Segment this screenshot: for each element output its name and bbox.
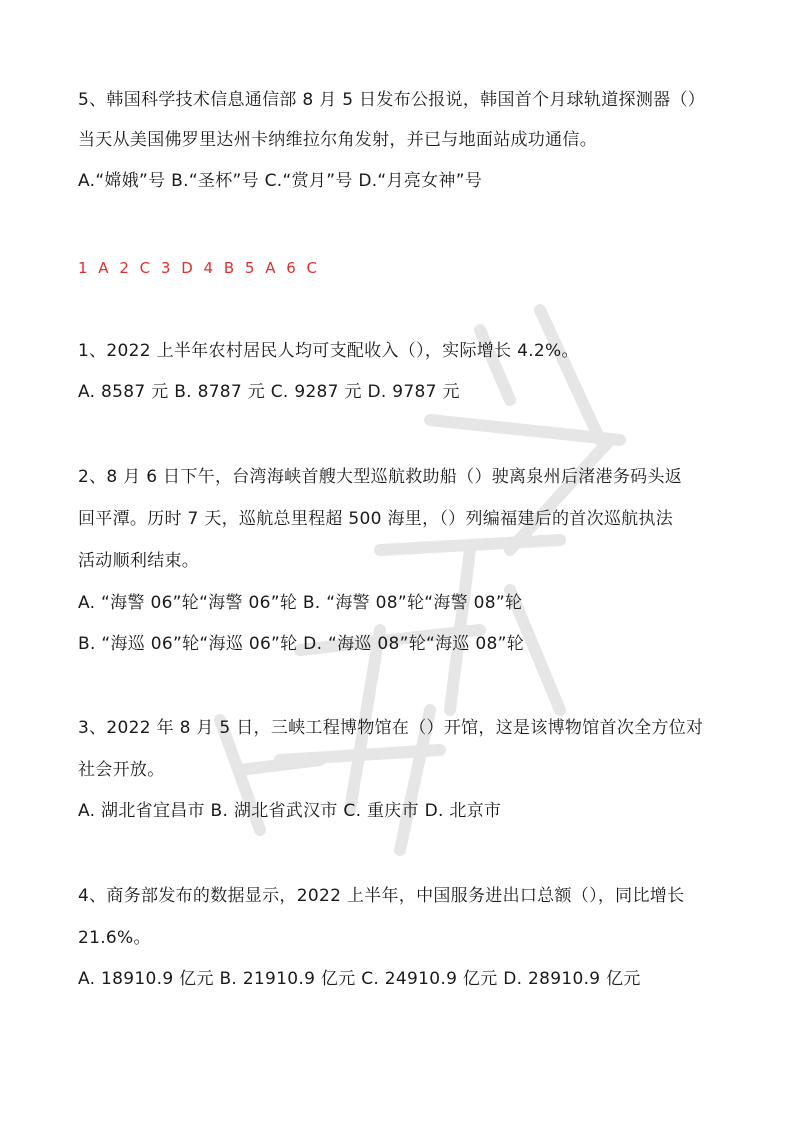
question-5-line-1: 5、韩国科学技术信息通信部 8 月 5 日发布公报说，韩国首个月球轨道探测器（） (78, 90, 706, 110)
question-1-options: A. 8587 元 B. 8787 元 C. 9287 元 D. 9787 元 (78, 382, 460, 402)
question-3-options: A. 湖北省宜昌市 B. 湖北省武汉市 C. 重庆市 D. 北京市 (78, 801, 502, 821)
question-4-line-1: 4、商务部发布的数据显示，2022 上半年，中国服务进出口总额（），同比增长 (78, 886, 685, 906)
watermark (180, 290, 660, 870)
question-5-options: A.“嫦娥”号 B.“圣杯”号 C.“赏月”号 D.“月亮女神”号 (78, 171, 483, 191)
question-3-line-1: 3、2022 年 8 月 5 日，三峡工程博物馆在（）开馆，这是该博物馆首次全方位对 (78, 718, 704, 738)
question-4-line-2: 21.6%。 (78, 928, 151, 948)
answer-key: 1 A 2 C 3 D 4 B 5 A 6 C (78, 259, 321, 277)
question-3-line-2: 社会开放。 (78, 760, 165, 780)
question-2-options-1: A. “海警 06”轮“海警 06”轮 B. “海警 08”轮“海警 08”轮 (78, 593, 523, 613)
question-2-line-2: 回平潭。历时 7 天，巡航总里程超 500 海里，（）列编福建后的首次巡航执法 (78, 509, 674, 529)
question-5-line-2: 当天从美国佛罗里达州卡纳维拉尔角发射，并已与地面站成功通信。 (78, 130, 597, 150)
question-2-line-1: 2、8 月 6 日下午，台湾海峡首艘大型巡航救助船（）驶离泉州后渚港务码头返 (78, 467, 683, 487)
question-4-options: A. 18910.9 亿元 B. 21910.9 亿元 C. 24910.9 亿元 D. 28910.9 亿元 (78, 969, 641, 989)
question-2-line-3: 活动顺利结束。 (78, 551, 200, 571)
question-1-line-1: 1、2022 上半年农村居民人均可支配收入（），实际增长 4.2%。 (78, 341, 579, 361)
question-2-options-2: B. “海巡 06”轮“海巡 06”轮 D. “海巡 08”轮“海巡 08”轮 (78, 634, 525, 654)
